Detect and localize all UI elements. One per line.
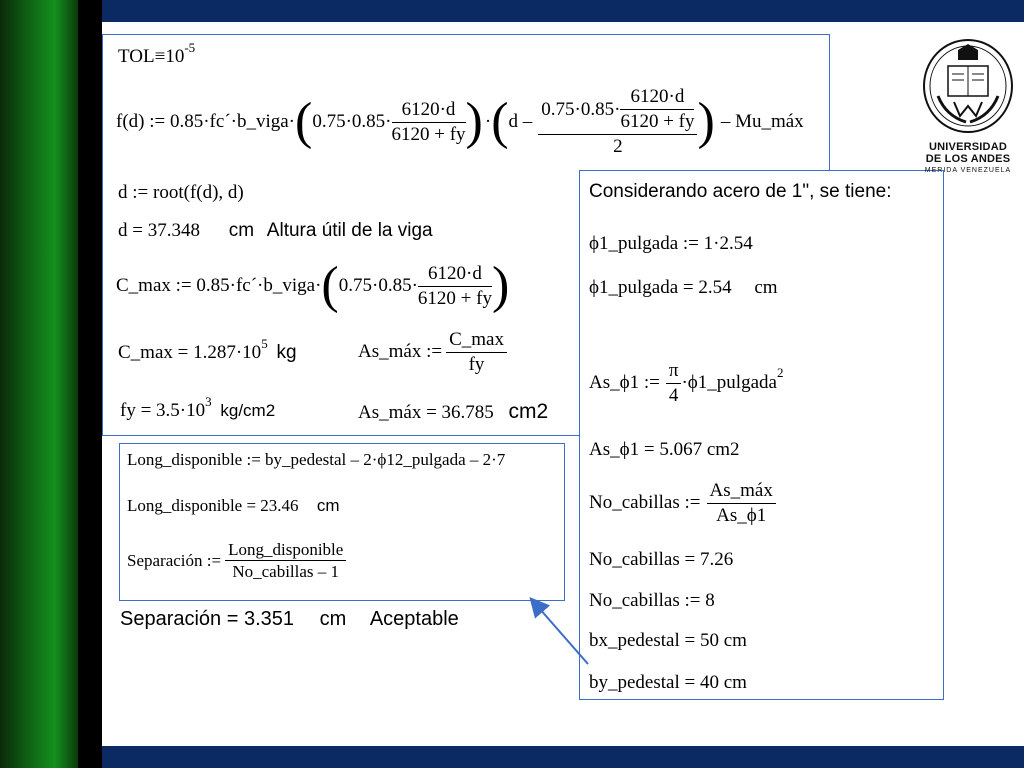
as-phi-exponent: 2 [776,365,784,381]
rebar-heading-text: Considerando acero de 1", se tiene: [589,181,892,202]
logo-line-2: DE LOS ANDES [925,153,1011,165]
fy-exponent: 3 [205,394,212,409]
d-root: d := root(f(d), d) [118,182,244,203]
paren-close: ) [465,92,483,150]
as-phi-rhs: ·ϕ1_pulgada [681,372,777,394]
cmax-value: C_max = 1.287·10 [118,342,262,363]
nocab-assign: No_cabillas := 8 [589,590,715,611]
logo-text [918,141,1018,177]
logo-line-3: MERIDA VENEZUELA [924,167,1012,174]
f-def-big-den: 2 [613,135,623,157]
cmax-num: 6120·d [418,262,492,287]
cmax-coef: 0.75·0.85· [338,275,418,296]
long-unit: cm [316,496,340,515]
tol-lhs: TOL [118,46,155,67]
tol-operator: ≡ [154,46,166,67]
f-def-coef: 0.75·0.85· [312,111,392,132]
cmax-exponent: 5 [261,336,268,351]
sep-num: Long_disponible [225,539,346,561]
by-pedestal: by_pedestal = 40 cm [589,672,747,693]
separacion-unit: cm [319,608,347,630]
as-phi-four: 4 [668,384,679,406]
fy-unit: kg/cm2 [220,401,276,420]
tol-base: 10 [165,46,185,67]
sep-lhs: Separación := [127,550,222,570]
phi-unit: cm [754,277,778,298]
fy-value: fy = 3.5·10 [120,400,206,421]
f-def-inner-den: 6120 + fy [620,111,695,133]
d-unit: cm [228,220,255,241]
paren-open: ( [295,92,313,150]
cmax-paren-open: ( [321,256,339,314]
cmax-den: 6120 + fy [417,287,492,309]
cmax-lhs: C_max := 0.85·fc´·b_viga· [116,275,322,296]
tol-exponent: -5 [184,40,196,55]
asmax-lhs: As_máx := [358,341,443,363]
f-def-tail: – Mu_máx [720,111,804,132]
f-def-inner-num: 6120·d [620,85,694,110]
f-def-num: 6120·d [392,98,466,123]
as-phi-lhs: As_ϕ1 := [589,372,660,394]
as-phi-pi: π [666,359,682,384]
f-def-lhs: f(d) := 0.85·fc´·b_viga· [116,111,296,132]
nocab-value: No_cabillas = 7.26 [589,549,734,570]
nocab-num: As_máx [707,479,776,504]
as-phi-value: As_ϕ1 = 5.067 cm2 [589,439,740,460]
phi-value: ϕ1_pulgada = 2.54 [589,277,732,298]
asmax-value: As_máx = 36.785 [358,402,494,423]
long-def: Long_disponible := by_pedestal – 2·ϕ12_pulgada – 2·7 [127,450,506,469]
sep-den: No_cabillas – 1 [232,562,340,582]
asmax-den: fy [468,353,485,375]
f-definition: f(d) := 0.85·fc´·b_viga· ( 0.75·0.85· $\frac{6120\cdot d}{6120 + fy}$ ) · ( d – 0.75·0.85· $\frac{6120\cdot d}{6120 + fy}$ 2 ) – Mu_máx [116,86,804,157]
f-def-minus-d: d – [508,111,533,132]
f-def-den: 6120 + fy [391,123,466,145]
paren-open-2: ( [491,92,509,150]
separacion-verdict: Aceptable [369,608,459,630]
university-logo [918,36,1018,176]
nocab-lhs: No_cabillas := [589,492,701,514]
nocab-den: As_ϕ1 [716,504,767,526]
d-description: Altura útil de la viga [266,220,433,241]
university-seal-icon [918,36,1018,136]
asmax-num: C_max [446,328,507,353]
f-def-big-num-coef: 0.75·0.85· [541,98,621,120]
paren-close-2: ) [697,92,715,150]
phi-def: ϕ1_pulgada := 1·2.54 [589,233,753,254]
bx-pedestal: bx_pedestal = 50 cm [589,630,747,651]
d-value: d = 37.348 [118,220,200,241]
separacion-value: Separación = 3.351 [120,608,295,630]
asmax-unit: cm2 [508,400,549,423]
logo-line-1: UNIVERSIDAD [929,141,1007,153]
long-value: Long_disponible = 23.46 [127,496,299,515]
cmax-unit: kg [276,342,297,363]
cmax-paren-close: ) [491,256,510,314]
